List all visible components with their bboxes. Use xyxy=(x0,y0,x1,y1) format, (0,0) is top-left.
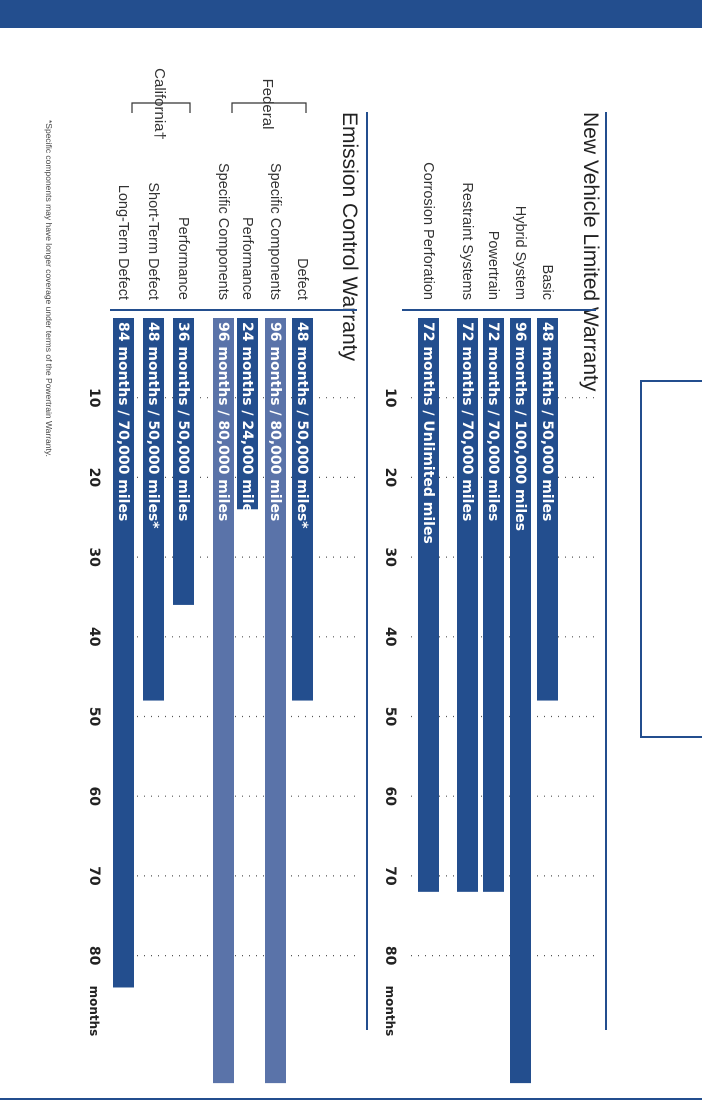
bar-value-label: 36 months / 50,000 miles xyxy=(175,322,191,522)
tick-label: 70 xyxy=(382,866,398,886)
category-label: Performance xyxy=(239,216,255,300)
bar-value-label: 96 months / 80,000 miles xyxy=(267,322,283,522)
chart-title: New Vehicle Limited Warranty xyxy=(579,112,602,392)
tick-label: 20 xyxy=(86,467,102,488)
tick-label: 70 xyxy=(86,866,102,886)
category-label: Powertrain xyxy=(485,230,501,300)
bar-value-label: 72 months / 70,000 miles xyxy=(485,322,501,522)
tick-label: 30 xyxy=(86,547,102,567)
bar-value-label: 24 months / 24,000 miles xyxy=(239,322,255,522)
tick-label: 30 xyxy=(382,547,398,567)
category-label: Specific Components xyxy=(267,162,283,300)
bar-value-label: 84 months / 70,000 miles xyxy=(115,322,131,522)
bar-value-label: 72 months / Unlimited miles xyxy=(420,322,436,544)
tick-label: 60 xyxy=(86,786,102,806)
category-label: Defect xyxy=(294,258,310,300)
tick-label: 10 xyxy=(86,387,102,408)
category-label: Basic xyxy=(539,264,555,300)
tick-label: 80 xyxy=(382,945,398,966)
category-label: Long-Term Defect xyxy=(115,184,131,300)
category-label: Specific Components xyxy=(215,162,231,300)
group-label: California† xyxy=(151,68,168,140)
bar-value-label: 48 months / 50,000 miles xyxy=(539,322,555,522)
footnote: *Specific components may have longer coverage under terms of the Powertrain Warranty. xyxy=(44,120,54,457)
tick-label: 10 xyxy=(382,387,398,408)
group-label: Federal xyxy=(259,78,276,130)
category-label: Hybrid System xyxy=(512,205,528,300)
tick-label: 40 xyxy=(86,627,102,647)
bar-value-label: 72 months / 70,000 miles xyxy=(459,322,475,522)
bar-value-label: 48 months / 50,000 miles* xyxy=(145,322,161,529)
category-label: Restraint Systems xyxy=(459,182,475,300)
bar-value-label: 96 months / 100,000 miles xyxy=(512,322,528,532)
tick-label: 40 xyxy=(382,627,398,647)
tick-label: 50 xyxy=(382,706,398,727)
category-label: Corrosion Perforation xyxy=(420,162,436,300)
tick-label: 20 xyxy=(382,467,398,488)
unit-label: months xyxy=(87,985,101,1037)
category-label: Performance xyxy=(175,216,191,300)
bar-value-label: 48 months / 50,000 miles* xyxy=(294,322,310,529)
bar-value-label: 96 months / 80,000 miles xyxy=(215,322,231,522)
chart-title: Emission Control Warranty xyxy=(338,112,361,361)
tick-label: 80 xyxy=(86,945,102,966)
tick-label: 60 xyxy=(382,786,398,806)
unit-label: months xyxy=(383,985,397,1037)
tick-label: 50 xyxy=(86,706,102,727)
category-label: Short-Term Defect xyxy=(145,182,161,300)
